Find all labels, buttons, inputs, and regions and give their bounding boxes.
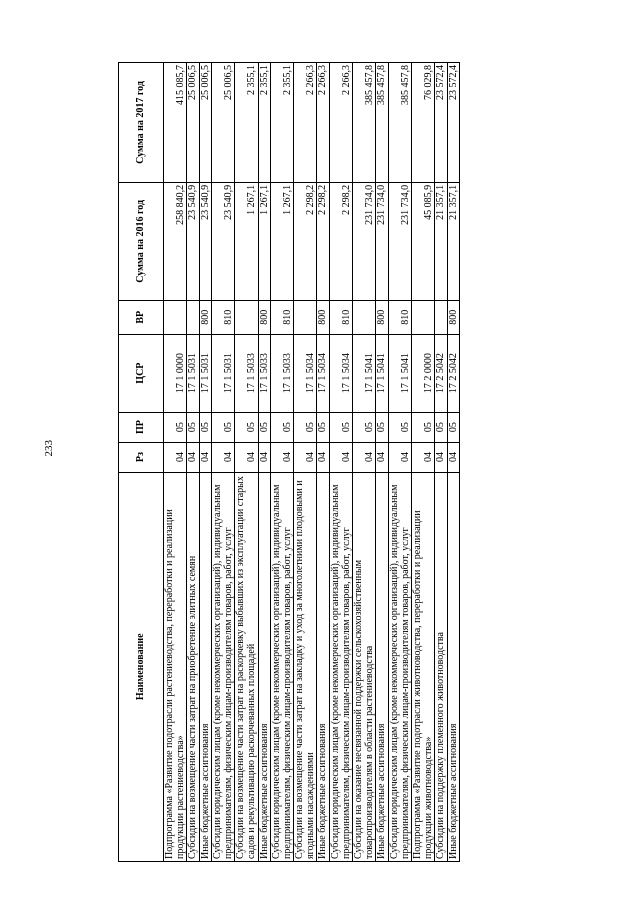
table-row xyxy=(211,63,234,862)
cell-rz: 04 xyxy=(211,442,234,472)
cell-vr: 800 xyxy=(376,300,388,334)
table-row xyxy=(353,63,376,862)
cell-csr: 17 2 5042 xyxy=(435,334,447,412)
cell-sum-2017: 415 085,7 xyxy=(164,63,187,183)
cell-csr: 17 1 5033 xyxy=(235,334,258,412)
cell-name: Субсидии на возмещение части затрат на раскорчевку выбывших из эксплуатации старых садов и рекультивацию раскорчеванных площадей xyxy=(235,472,258,861)
table-row xyxy=(388,63,411,862)
cell-pr: 05 xyxy=(388,412,411,442)
cell-name: Субсидии юридическим лицам (кроме некоммерческих организаций), индивидуальным предпринимателям, физическим лицам-производителям товаров, работ, услуг xyxy=(211,472,234,861)
cell-sum-2016: 1 267,1 xyxy=(258,182,270,300)
cell-rz: 04 xyxy=(329,442,352,472)
cell-rz: 04 xyxy=(270,442,293,472)
header-rz: Рз xyxy=(119,442,164,472)
cell-sum-2017: 76 029,8 xyxy=(411,63,434,183)
cell-pr: 05 xyxy=(294,412,317,442)
cell-sum-2017: 2 266,3 xyxy=(317,63,329,183)
cell-rz: 04 xyxy=(258,442,270,472)
cell-vr xyxy=(164,300,187,334)
cell-sum-2017: 385 457,8 xyxy=(353,63,376,183)
table-row xyxy=(411,63,434,862)
cell-rz: 04 xyxy=(353,442,376,472)
cell-sum-2016: 21 357,1 xyxy=(447,182,459,300)
table-body xyxy=(164,63,460,862)
cell-rz: 04 xyxy=(164,442,187,472)
cell-csr: 17 1 5041 xyxy=(353,334,376,412)
header-vr: ВР xyxy=(119,300,164,334)
cell-name: Субсидии на оказание несвязанной поддержки сельскохозяйственным товаропроизводителям в области растениеводства xyxy=(353,472,376,861)
cell-sum-2017: 2 266,3 xyxy=(294,63,317,183)
cell-pr: 05 xyxy=(235,412,258,442)
cell-vr xyxy=(411,300,434,334)
cell-vr: 800 xyxy=(199,300,211,334)
cell-sum-2017: 2 266,3 xyxy=(329,63,352,183)
table-row xyxy=(376,63,388,862)
cell-sum-2016: 23 540,9 xyxy=(187,182,199,300)
cell-sum-2016: 2 298,2 xyxy=(294,182,317,300)
cell-pr: 05 xyxy=(270,412,293,442)
cell-sum-2016: 2 298,2 xyxy=(329,182,352,300)
cell-sum-2016: 23 540,9 xyxy=(211,182,234,300)
cell-name: Иные бюджетные ассигнования xyxy=(376,472,388,861)
cell-csr: 17 2 5042 xyxy=(447,334,459,412)
table-row xyxy=(435,63,447,862)
cell-rz: 04 xyxy=(411,442,434,472)
cell-vr: 810 xyxy=(388,300,411,334)
cell-csr: 17 1 5041 xyxy=(388,334,411,412)
cell-csr: 17 1 0000 xyxy=(164,334,187,412)
table-header-row xyxy=(119,63,164,862)
cell-csr: 17 1 5041 xyxy=(376,334,388,412)
cell-sum-2017: 385 457,8 xyxy=(376,63,388,183)
cell-pr: 05 xyxy=(411,412,434,442)
cell-vr xyxy=(435,300,447,334)
cell-sum-2017: 25 006,5 xyxy=(211,63,234,183)
cell-csr: 17 1 5031 xyxy=(211,334,234,412)
cell-vr xyxy=(294,300,317,334)
header-name: Наименование xyxy=(119,472,164,861)
cell-csr: 17 1 5034 xyxy=(294,334,317,412)
cell-name: Подпрограмма «Развитие подотрасли растениеводства, переработки и реализации продукции растениеводства» xyxy=(164,472,187,861)
cell-name: Иные бюджетные ассигнования xyxy=(447,472,459,861)
cell-csr: 17 1 5031 xyxy=(187,334,199,412)
cell-sum-2017: 2 355,1 xyxy=(258,63,270,183)
cell-pr: 05 xyxy=(187,412,199,442)
table-row xyxy=(164,63,187,862)
cell-name: Субсидии на возмещение части затрат на закладку и уход за многолетними плодовыми и ягодными насаждениями xyxy=(294,472,317,861)
table-row xyxy=(317,63,329,862)
cell-csr: 17 1 5033 xyxy=(270,334,293,412)
cell-sum-2017: 25 006,5 xyxy=(199,63,211,183)
page-number: 233 xyxy=(43,440,55,457)
cell-rz: 04 xyxy=(435,442,447,472)
cell-pr: 05 xyxy=(199,412,211,442)
cell-sum-2016: 258 840,2 xyxy=(164,182,187,300)
table-row xyxy=(187,63,199,862)
cell-rz: 04 xyxy=(294,442,317,472)
cell-sum-2016: 231 734,0 xyxy=(376,182,388,300)
cell-sum-2016: 1 267,1 xyxy=(235,182,258,300)
cell-vr: 800 xyxy=(258,300,270,334)
cell-vr xyxy=(235,300,258,334)
cell-pr: 05 xyxy=(317,412,329,442)
cell-csr: 17 1 5034 xyxy=(329,334,352,412)
cell-vr: 810 xyxy=(211,300,234,334)
table-row xyxy=(270,63,293,862)
cell-sum-2017: 2 355,1 xyxy=(270,63,293,183)
cell-sum-2016: 21 357,1 xyxy=(435,182,447,300)
cell-sum-2016: 23 540,9 xyxy=(199,182,211,300)
cell-rz: 04 xyxy=(317,442,329,472)
cell-name: Иные бюджетные ассигнования xyxy=(317,472,329,861)
cell-pr: 05 xyxy=(211,412,234,442)
cell-vr: 810 xyxy=(329,300,352,334)
table-row xyxy=(235,63,258,862)
cell-vr xyxy=(187,300,199,334)
cell-pr: 05 xyxy=(258,412,270,442)
header-sum-2017: Сумма на 2017 год xyxy=(119,63,164,183)
cell-rz: 04 xyxy=(376,442,388,472)
cell-pr: 05 xyxy=(353,412,376,442)
header-sum-2016: Сумма на 2016 год xyxy=(119,182,164,300)
cell-rz: 04 xyxy=(187,442,199,472)
cell-name: Иные бюджетные ассигнования xyxy=(258,472,270,861)
cell-vr: 800 xyxy=(447,300,459,334)
cell-rz: 04 xyxy=(388,442,411,472)
cell-name: Субсидии юридическим лицам (кроме некоммерческих организаций), индивидуальным предпринимателям, физическим лицам-производителям товаров, работ, услуг xyxy=(270,472,293,861)
cell-name: Субсидии юридическим лицам (кроме некоммерческих организаций), индивидуальным предпринимателям, физическим лицам-производителям товаров, работ, услуг xyxy=(388,472,411,861)
cell-name: Субсидии на поддержку племенного животноводства xyxy=(435,472,447,861)
cell-name: Субсидии юридическим лицам (кроме некоммерческих организаций), индивидуальным предпринимателям, физическим лицам-производителям товаров, работ, услуг xyxy=(329,472,352,861)
cell-sum-2016: 1 267,1 xyxy=(270,182,293,300)
cell-pr: 05 xyxy=(329,412,352,442)
cell-name: Иные бюджетные ассигнования xyxy=(199,472,211,861)
table-row xyxy=(329,63,352,862)
cell-csr: 17 1 5033 xyxy=(258,334,270,412)
cell-pr: 05 xyxy=(447,412,459,442)
cell-pr: 05 xyxy=(164,412,187,442)
cell-csr: 17 2 0000 xyxy=(411,334,434,412)
table-row xyxy=(294,63,317,862)
header-csr: ЦСР xyxy=(119,334,164,412)
cell-vr xyxy=(353,300,376,334)
table-row xyxy=(199,63,211,862)
cell-sum-2017: 23 572,4 xyxy=(435,63,447,183)
cell-sum-2016: 231 734,0 xyxy=(388,182,411,300)
cell-name: Субсидии на возмещение части затрат на приобретение элитных семян xyxy=(187,472,199,861)
cell-pr: 05 xyxy=(435,412,447,442)
cell-rz: 04 xyxy=(235,442,258,472)
cell-rz: 04 xyxy=(447,442,459,472)
cell-sum-2017: 23 572,4 xyxy=(447,63,459,183)
cell-vr: 800 xyxy=(317,300,329,334)
cell-csr: 17 1 5034 xyxy=(317,334,329,412)
cell-rz: 04 xyxy=(199,442,211,472)
table-row xyxy=(447,63,459,862)
cell-sum-2016: 45 085,9 xyxy=(411,182,434,300)
cell-vr: 810 xyxy=(270,300,293,334)
cell-sum-2017: 25 006,5 xyxy=(187,63,199,183)
cell-csr: 17 1 5031 xyxy=(199,334,211,412)
table-row xyxy=(258,63,270,862)
cell-pr: 05 xyxy=(376,412,388,442)
cell-sum-2017: 2 355,1 xyxy=(235,63,258,183)
cell-sum-2016: 231 734,0 xyxy=(353,182,376,300)
header-pr: ПР xyxy=(119,412,164,442)
cell-sum-2017: 385 457,8 xyxy=(388,63,411,183)
budget-table xyxy=(118,62,460,862)
cell-sum-2016: 2 298,2 xyxy=(317,182,329,300)
cell-name: Подпрограмма «Развитие подотрасли животноводства, переработки и реализации продукции животноводства» xyxy=(411,472,434,861)
